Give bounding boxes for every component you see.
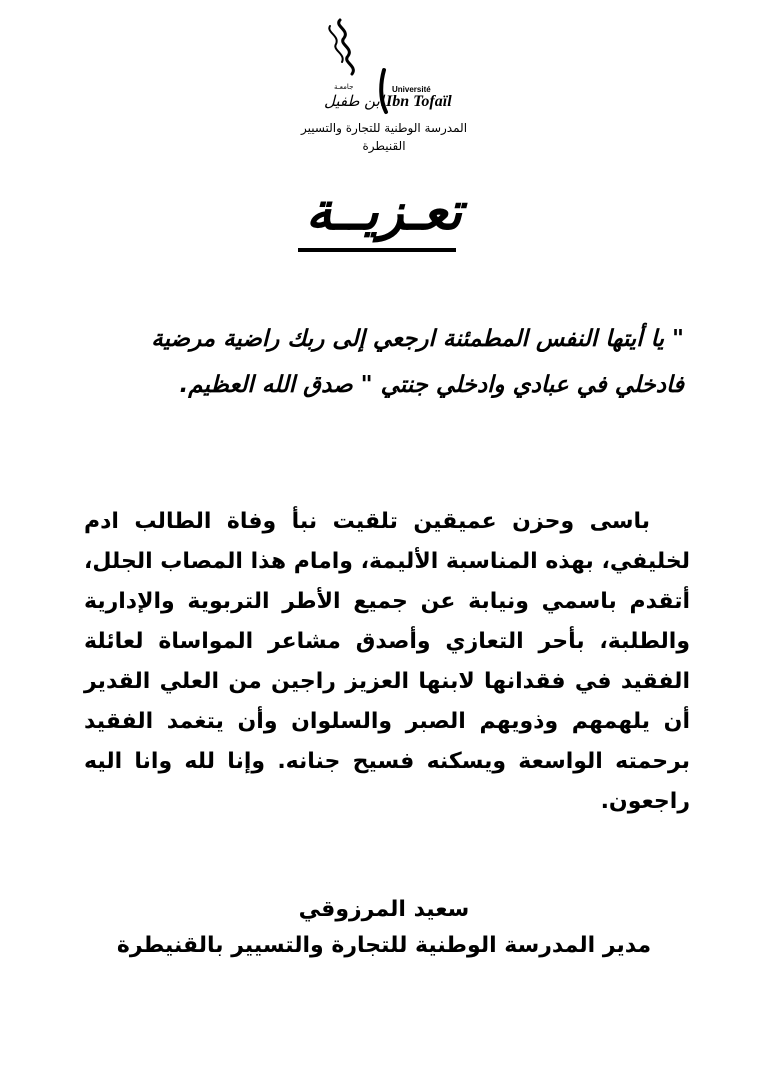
logo-latin-name: Ibn Tofaïl — [386, 93, 452, 110]
page-title: تعـزيــة — [305, 182, 463, 242]
logo-arabic-name: ابن طفيل — [324, 92, 384, 110]
signatory-title: مدير المدرسة الوطنية للتجارة والتسيير بالقنيطرة — [116, 933, 652, 958]
title-underline — [298, 248, 456, 252]
quran-verse: " يا أيتها النفس المطمئنة ارجعي إلى ربك راضية مرضية فادخلي في عبادي وادخلي جنتي " صدق الله العظيم. — [151, 326, 684, 398]
logo-latin-caption: Université — [392, 85, 431, 94]
university-logo — [300, 14, 460, 122]
institution-name: المدرسة الوطنية للتجارة والتسيير — [300, 121, 468, 135]
logo-arabic-caption: جامعـة — [334, 83, 354, 91]
institution-city: القنيطرة — [362, 139, 406, 153]
signatory-name: سعيد المرزوقي — [298, 897, 470, 922]
condolence-message: باسى وحزن عميقين تلقيت نبأ وفاة الطالب ادم لخليفي، بهذه المناسبة الأليمة، وامام هذا المصاب الجلل، أتقدم باسمي ونيابة عن جميع الأطر التربوية والإدارية والطلبة، بأحر التعازي وأصدق مشاعر المواساة لعائلة الفقيد في فقدانها لابنها العزيز راجين من العلي القدير أن يلهمهم وذويهم الصبر والسلوان وأن يتغمد الفقيد برحمته الواسعة ويسكنه فسيح جنانه. وإنا لله وانا اليه راجعون. — [84, 509, 690, 814]
